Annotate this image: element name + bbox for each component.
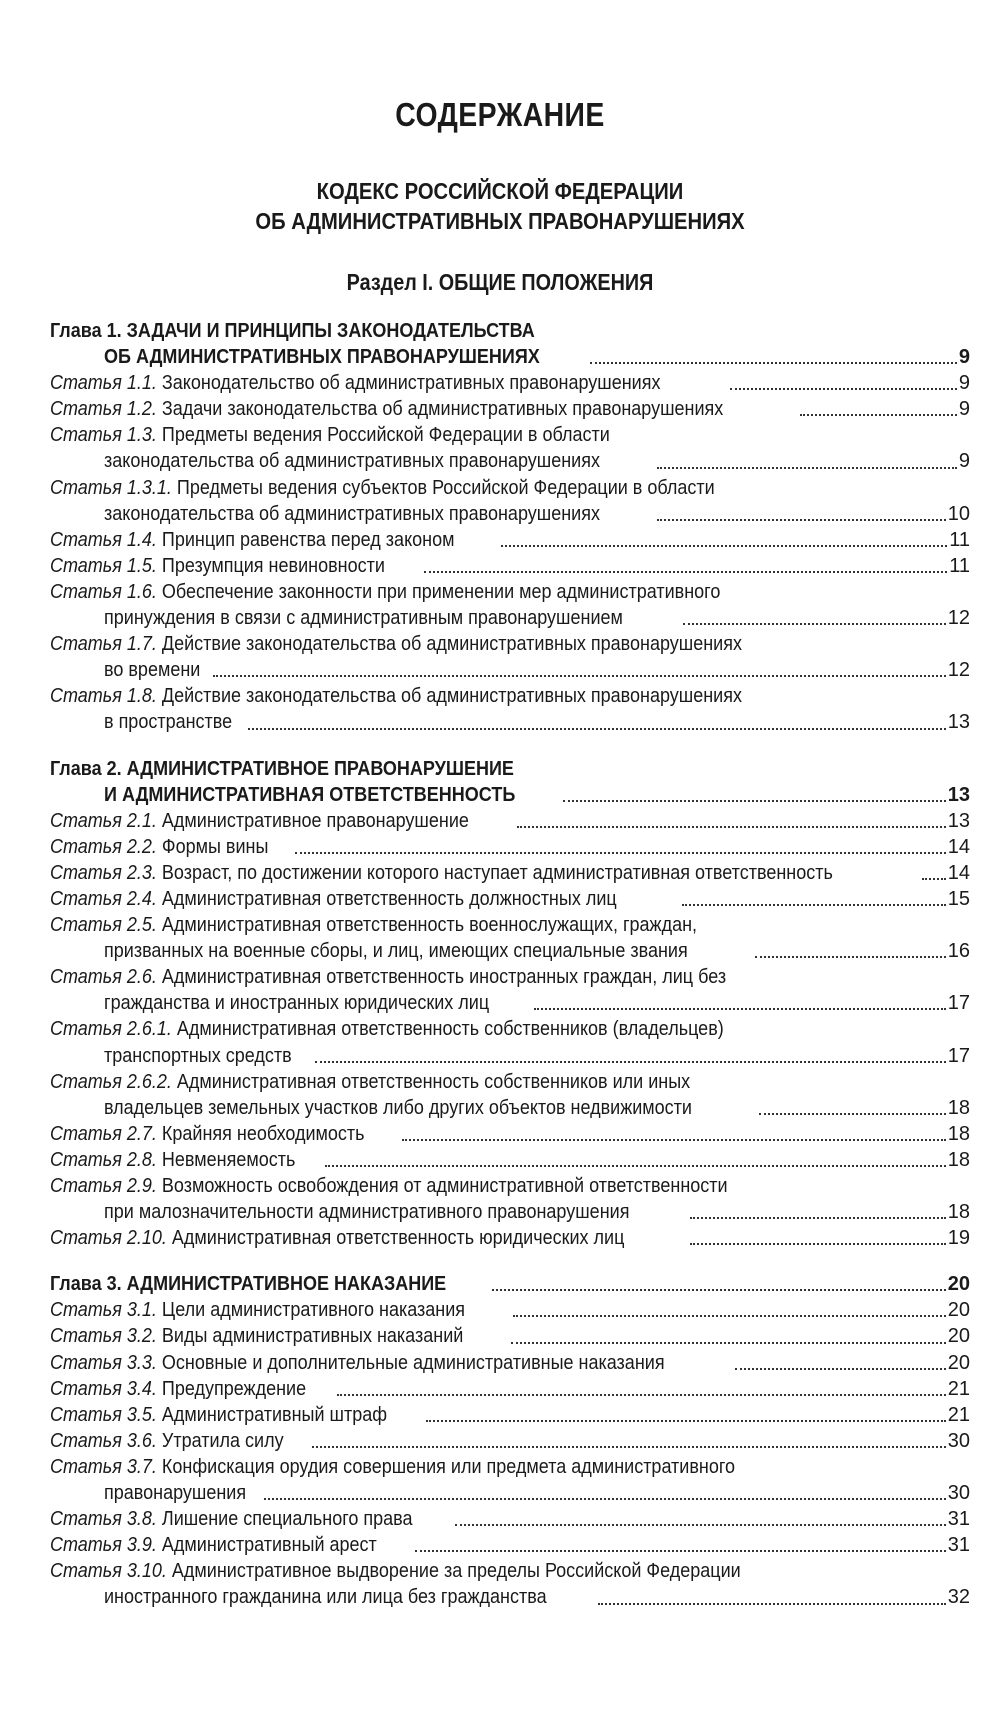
leader-dots bbox=[492, 1283, 946, 1291]
page-number: 11 bbox=[949, 528, 970, 551]
leader-dots bbox=[325, 1159, 946, 1167]
chapter-title-text: Глава 1. ЗАДАЧИ И ПРИНЦИПЫ ЗАКОНОДАТЕЛЬСТВА bbox=[50, 320, 535, 342]
article-title: транспортных средств bbox=[104, 1044, 292, 1067]
toc-entry-line bbox=[50, 938, 970, 964]
page-number: 13 bbox=[947, 783, 970, 806]
toc-entry-line bbox=[50, 860, 970, 886]
article-title: Презумпция невиновности bbox=[161, 554, 385, 577]
article-title: гражданства и иностранных юридических лиц bbox=[104, 992, 490, 1015]
article-title: Действие законодательства об административных правонарушениях bbox=[161, 685, 742, 708]
article-label: Статья 3.6. bbox=[50, 1429, 157, 1452]
toc-entry-line bbox=[50, 964, 970, 990]
article-label: Статья 2.6. bbox=[50, 966, 157, 989]
leader-dots bbox=[337, 1388, 946, 1396]
article-title: Возраст, по достижении которого наступает административная ответственность bbox=[161, 861, 833, 884]
article-label: Статья 3.9. bbox=[50, 1534, 157, 1557]
chapter-title-text: И АДМИНИСТРАТИВНАЯ ОТВЕТСТВЕННОСТЬ bbox=[104, 783, 516, 806]
leader-dots bbox=[534, 1002, 946, 1010]
article-label: Статья 1.3.1. bbox=[50, 476, 172, 499]
toc-entry-line bbox=[50, 370, 970, 396]
toc-entry-line bbox=[50, 631, 970, 657]
article-title: Крайняя необходимость bbox=[161, 1122, 365, 1145]
leader-dots bbox=[402, 1133, 946, 1141]
page-number: 12 bbox=[947, 607, 970, 630]
article-title: Административная ответственность иностранных граждан, лиц без bbox=[161, 966, 727, 989]
article-title: Обеспечение законности при применении мер административного bbox=[161, 580, 721, 603]
article-title: Формы вины bbox=[161, 835, 269, 858]
chapter-title-text: ОБ АДМИНИСТРАТИВНЫХ ПРАВОНАРУШЕНИЯХ bbox=[104, 346, 540, 369]
toc-entry-line bbox=[50, 1225, 970, 1251]
article-label: Статья 2.7. bbox=[50, 1122, 157, 1145]
article-title: Административный арест bbox=[161, 1534, 377, 1557]
leader-dots bbox=[295, 846, 946, 854]
leader-dots bbox=[690, 1237, 946, 1245]
toc-chapter bbox=[50, 756, 970, 1252]
toc-entry-line bbox=[50, 709, 970, 735]
toc-entry-line bbox=[50, 1121, 970, 1147]
page-number: 11 bbox=[949, 554, 970, 577]
article-title: правонарушения bbox=[104, 1482, 247, 1505]
article-label: Статья 1.5. bbox=[50, 554, 157, 577]
leader-dots bbox=[213, 669, 946, 677]
article-label: Статья 2.5. bbox=[50, 914, 157, 937]
code-title-line-1: КОДЕКС РОССИЙСКОЙ ФЕДЕРАЦИИ bbox=[316, 178, 684, 204]
toc-entry-line bbox=[50, 1016, 970, 1042]
page-number: 15 bbox=[947, 887, 970, 910]
article-label: Статья 1.2. bbox=[50, 398, 157, 421]
toc-entry-line bbox=[50, 1376, 970, 1402]
code-title bbox=[70, 176, 930, 236]
article-title: Цели административного наказания bbox=[161, 1299, 466, 1322]
page-number: 18 bbox=[947, 1122, 970, 1145]
article-label: Статья 1.7. bbox=[50, 633, 157, 656]
article-title: законодательства об административных правонарушениях bbox=[104, 502, 600, 525]
leader-dots bbox=[657, 461, 957, 469]
page-title: СОДЕРЖАНИЕ bbox=[395, 96, 605, 133]
leader-dots bbox=[590, 356, 957, 364]
toc-entry-line bbox=[50, 396, 970, 422]
article-title: Административная ответственность собственников (владельцев) bbox=[176, 1018, 724, 1041]
page-number: 20 bbox=[947, 1325, 970, 1348]
toc-entry-line bbox=[50, 1454, 970, 1480]
toc-entry-line bbox=[50, 579, 970, 605]
article-title: Виды административных наказаний bbox=[161, 1325, 464, 1348]
toc-entry-line bbox=[50, 605, 970, 631]
article-label: Статья 2.6.1. bbox=[50, 1018, 172, 1041]
page-number: 12 bbox=[947, 659, 970, 682]
article-label: Статья 3.8. bbox=[50, 1508, 157, 1531]
leader-dots bbox=[315, 1055, 946, 1063]
article-label: Статья 2.10. bbox=[50, 1227, 167, 1250]
toc-entry-line bbox=[50, 1506, 970, 1532]
page-number: 21 bbox=[947, 1403, 970, 1426]
page-number: 18 bbox=[947, 1096, 970, 1119]
page-number: 9 bbox=[958, 372, 970, 395]
article-title: иностранного гражданина или лица без гражданства bbox=[104, 1586, 547, 1609]
article-title: Конфискация орудия совершения или предмета административного bbox=[161, 1455, 736, 1478]
leader-dots bbox=[759, 1107, 945, 1115]
article-title: Административное правонарушение bbox=[161, 809, 469, 832]
leader-dots bbox=[517, 820, 945, 828]
leader-dots bbox=[264, 1492, 946, 1500]
page-number: 9 bbox=[958, 346, 970, 369]
article-title: принуждения в связи с административным правонарушением bbox=[104, 607, 623, 630]
toc-entry-line bbox=[50, 1584, 970, 1610]
article-label: Статья 3.2. bbox=[50, 1325, 157, 1348]
article-label: Статья 2.8. bbox=[50, 1148, 157, 1171]
section-title: Раздел I. ОБЩИЕ ПОЛОЖЕНИЯ bbox=[346, 269, 654, 295]
toc-entry-line bbox=[50, 1297, 970, 1323]
page-number: 20 bbox=[947, 1351, 970, 1374]
page-number: 13 bbox=[947, 809, 970, 832]
article-label: Статья 3.3. bbox=[50, 1351, 157, 1374]
article-label: Статья 1.8. bbox=[50, 685, 157, 708]
article-label: Статья 3.4. bbox=[50, 1377, 157, 1400]
toc-entry-line bbox=[50, 1043, 970, 1069]
page-number: 16 bbox=[947, 940, 970, 963]
leader-dots bbox=[682, 898, 946, 906]
article-title: Административное выдворение за пределы Российской Федерации bbox=[171, 1560, 741, 1583]
page-number: 31 bbox=[947, 1534, 970, 1557]
article-title: владельцев земельных участков либо других объектов недвижимости bbox=[104, 1096, 692, 1119]
article-label: Статья 2.1. bbox=[50, 809, 157, 832]
article-title: Административная ответственность должностных лиц bbox=[161, 887, 617, 910]
article-title: Административная ответственность юридических лиц bbox=[171, 1227, 625, 1250]
toc-chapter bbox=[50, 318, 970, 736]
page-number: 13 bbox=[947, 711, 970, 734]
article-title: Предметы ведения субъектов Российской Федерации в области bbox=[176, 476, 715, 499]
leader-dots bbox=[312, 1440, 946, 1448]
chapter-title-line bbox=[50, 1271, 970, 1297]
leader-dots bbox=[735, 1362, 946, 1370]
article-label: Статья 2.4. bbox=[50, 887, 157, 910]
toc-entry-line bbox=[50, 1069, 970, 1095]
toc-entry-line bbox=[50, 1147, 970, 1173]
toc-entry-line bbox=[50, 912, 970, 938]
toc-entry-line bbox=[50, 553, 970, 579]
article-title: в пространстве bbox=[104, 711, 233, 734]
page-number: 19 bbox=[947, 1227, 970, 1250]
leader-dots bbox=[424, 565, 947, 573]
page-number: 9 bbox=[958, 398, 970, 421]
article-title: Предупреждение bbox=[161, 1377, 307, 1400]
toc-entry-line bbox=[50, 1532, 970, 1558]
article-title: призванных на военные сборы, и лиц, имеющих специальные звания bbox=[104, 940, 688, 963]
article-label: Статья 3.7. bbox=[50, 1455, 157, 1478]
article-title: Административная ответственность собственников или иных bbox=[176, 1070, 691, 1093]
page-number: 9 bbox=[958, 450, 970, 473]
leader-dots bbox=[683, 617, 946, 625]
toc-entry-line bbox=[50, 1402, 970, 1428]
page-number: 18 bbox=[947, 1201, 970, 1224]
leader-dots bbox=[455, 1518, 946, 1526]
leader-dots bbox=[922, 872, 946, 880]
page-number: 31 bbox=[947, 1508, 970, 1531]
article-title: Утратила силу bbox=[161, 1429, 284, 1452]
leader-dots bbox=[800, 408, 957, 416]
toc-entry-line bbox=[50, 834, 970, 860]
toc-entry-line bbox=[50, 1480, 970, 1506]
page-number: 20 bbox=[947, 1273, 970, 1296]
article-label: Статья 1.4. bbox=[50, 528, 157, 551]
toc-entry-line bbox=[50, 1350, 970, 1376]
article-title: Невменяемость bbox=[161, 1148, 296, 1171]
leader-dots bbox=[730, 382, 957, 390]
toc-entry-line bbox=[50, 1323, 970, 1349]
article-label: Статья 1.1. bbox=[50, 372, 157, 395]
code-title-line-2: ОБ АДМИНИСТРАТИВНЫХ ПРАВОНАРУШЕНИЯХ bbox=[255, 208, 745, 234]
leader-dots bbox=[415, 1544, 946, 1552]
article-label: Статья 1.3. bbox=[50, 424, 157, 447]
leader-dots bbox=[511, 1336, 946, 1344]
page-number: 14 bbox=[947, 835, 970, 858]
toc-entry-line bbox=[50, 448, 970, 474]
chapter-title-text: Глава 3. АДМИНИСТРАТИВНОЕ НАКАЗАНИЕ bbox=[50, 1273, 447, 1296]
leader-dots bbox=[513, 1309, 946, 1317]
page-number: 10 bbox=[947, 502, 970, 525]
article-title: при малозначительности административного правонарушения bbox=[104, 1201, 630, 1224]
toc-entry-line bbox=[50, 808, 970, 834]
leader-dots bbox=[690, 1211, 946, 1219]
article-label: Статья 2.3. bbox=[50, 861, 157, 884]
chapter-title-line bbox=[50, 344, 970, 370]
toc-entry-line bbox=[50, 422, 970, 448]
article-label: Статья 2.6.2. bbox=[50, 1070, 172, 1093]
toc-entry-line bbox=[50, 1558, 970, 1584]
article-label: Статья 2.2. bbox=[50, 835, 157, 858]
toc-entry-line bbox=[50, 501, 970, 527]
leader-dots bbox=[657, 513, 946, 521]
toc-entry-line bbox=[50, 657, 970, 683]
page-number: 30 bbox=[947, 1482, 970, 1505]
toc-entry-line bbox=[50, 1199, 970, 1225]
article-title: Возможность освобождения от административной ответственности bbox=[161, 1175, 728, 1197]
article-title: Законодательство об административных правонарушениях bbox=[161, 372, 661, 395]
chapter-title-line bbox=[50, 756, 970, 782]
article-title: во времени bbox=[104, 659, 201, 682]
article-title: Предметы ведения Российской Федерации в области bbox=[161, 424, 610, 447]
leader-dots bbox=[598, 1597, 946, 1605]
toc-entry-line bbox=[50, 886, 970, 912]
page-number: 14 bbox=[947, 861, 970, 884]
page-number: 32 bbox=[947, 1586, 970, 1609]
chapter-title-text: Глава 2. АДМИНИСТРАТИВНОЕ ПРАВОНАРУШЕНИЕ bbox=[50, 757, 514, 780]
article-label: Статья 2.9. bbox=[50, 1175, 157, 1197]
toc-entry-line bbox=[50, 990, 970, 1016]
article-label: Статья 3.1. bbox=[50, 1299, 157, 1322]
article-title: законодательства об административных правонарушениях bbox=[104, 450, 600, 473]
article-title: Административный штраф bbox=[161, 1403, 388, 1426]
article-title: Действие законодательства об административных правонарушениях bbox=[161, 633, 742, 656]
page-number: 18 bbox=[947, 1148, 970, 1171]
toc-entry-line bbox=[50, 527, 970, 553]
article-title: Принцип равенства перед законом bbox=[161, 528, 455, 551]
chapter-title-line bbox=[50, 782, 970, 808]
page-number: 30 bbox=[947, 1429, 970, 1452]
toc-chapter bbox=[50, 1271, 970, 1610]
article-label: Статья 3.5. bbox=[50, 1403, 157, 1426]
leader-dots bbox=[248, 722, 945, 730]
article-label: Статья 1.6. bbox=[50, 580, 157, 603]
leader-dots bbox=[563, 794, 946, 802]
article-title: Задачи законодательства об административных правонарушениях bbox=[161, 398, 724, 421]
toc-entry-line bbox=[50, 475, 970, 501]
table-of-contents bbox=[50, 318, 970, 1611]
article-title: Административная ответственность военнослужащих, граждан, bbox=[161, 914, 698, 937]
page-number: 17 bbox=[947, 992, 970, 1015]
toc-entry-line bbox=[50, 1173, 970, 1199]
article-title: Лишение специального права bbox=[161, 1508, 413, 1531]
toc-entry-line bbox=[50, 1095, 970, 1121]
page-number: 17 bbox=[947, 1044, 970, 1067]
leader-dots bbox=[755, 950, 946, 958]
chapter-title-line bbox=[50, 318, 970, 344]
page-number: 21 bbox=[947, 1377, 970, 1400]
toc-entry-line bbox=[50, 1428, 970, 1454]
toc-entry-line bbox=[50, 683, 970, 709]
leader-dots bbox=[426, 1414, 945, 1422]
leader-dots bbox=[501, 539, 947, 547]
article-label: Статья 3.10. bbox=[50, 1560, 167, 1583]
article-title: Основные и дополнительные административные наказания bbox=[161, 1351, 665, 1374]
page-number: 20 bbox=[947, 1299, 970, 1322]
